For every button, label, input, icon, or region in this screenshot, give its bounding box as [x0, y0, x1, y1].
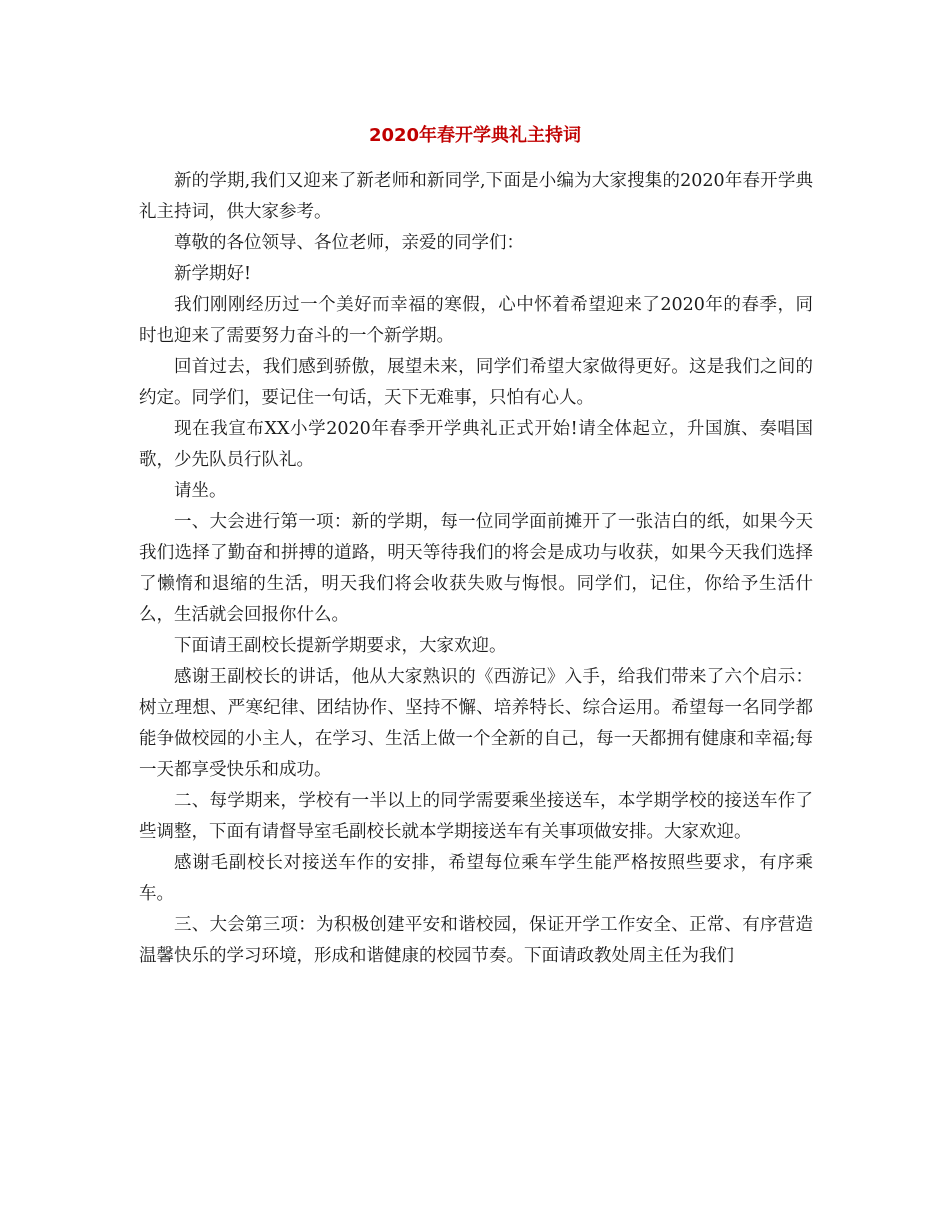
paragraph: 下面请王副校长提新学期要求，大家欢迎。 — [174, 636, 507, 656]
paragraph: 现在我宣布XX小学2020年春季开学典礼正式开始!请全体起立，升国旗、奏唱国歌，少先队员行队礼。 — [139, 419, 813, 470]
paragraph: 感谢毛副校长对接送车作的安排，希望每位乘车学生能严格按照些要求，有序乘车。 — [139, 853, 813, 904]
paragraph: 三、大会第三项：为积极创建平安和谐校园，保证开学工作安全、正常、有序营造温馨快乐的学习环境，形成和谐健康的校园节奏。下面请政教处周主任为我们 — [139, 915, 813, 966]
paragraph: 新学期好! — [174, 264, 252, 284]
document-title: 2020年春开学典礼主持词 — [368, 125, 582, 146]
paragraph: 一、大会进行第一项：新的学期，每一位同学面前摊开了一张洁白的纸，如果今天我们选择了勤奋和拼搏的道路，明天等待我们的将会是成功与收获，如果今天我们选择了懒惰和退缩的生活，明天我们将会收获失败与悔恨。同学们，记住，你给予生活什么，生活就会回报你什么。 — [139, 512, 813, 625]
paragraph: 感谢王副校长的讲话，他从大家熟识的《西游记》入手，给我们带来了六个启示：树立理想、严寒纪律、团结协作、坚持不懈、培养特长、综合运用。希望每一名同学都能争做校园的小主人，在学习、生活上做一个全新的自己，每一天都拥有健康和幸福;每一天都享受快乐和成功。 — [139, 667, 813, 780]
paragraph: 回首过去，我们感到骄傲，展望未来，同学们希望大家做得更好。这是我们之间的约定。同学们，要记住一句话，天下无难事，只怕有心人。 — [139, 357, 813, 408]
paragraph: 二、每学期来，学校有一半以上的同学需要乘坐接送车，本学期学校的接送车作了些调整，下面有请督导室毛副校长就本学期接送车有关事项做安排。大家欢迎。 — [139, 791, 813, 842]
paragraph: 新的学期,我们又迎来了新老师和新同学,下面是小编为大家搜集的2020年春开学典礼主持词，供大家参考。 — [139, 171, 813, 222]
paragraph: 尊敬的各位领导、各位老师，亲爱的同学们： — [174, 233, 524, 253]
document-body — [139, 166, 813, 972]
paragraph: 我们刚刚经历过一个美好而幸福的寒假，心中怀着希望迎来了2020年的春季，同时也迎来了需要努力奋斗的一个新学期。 — [139, 295, 813, 346]
paragraph: 请坐。 — [174, 481, 227, 501]
